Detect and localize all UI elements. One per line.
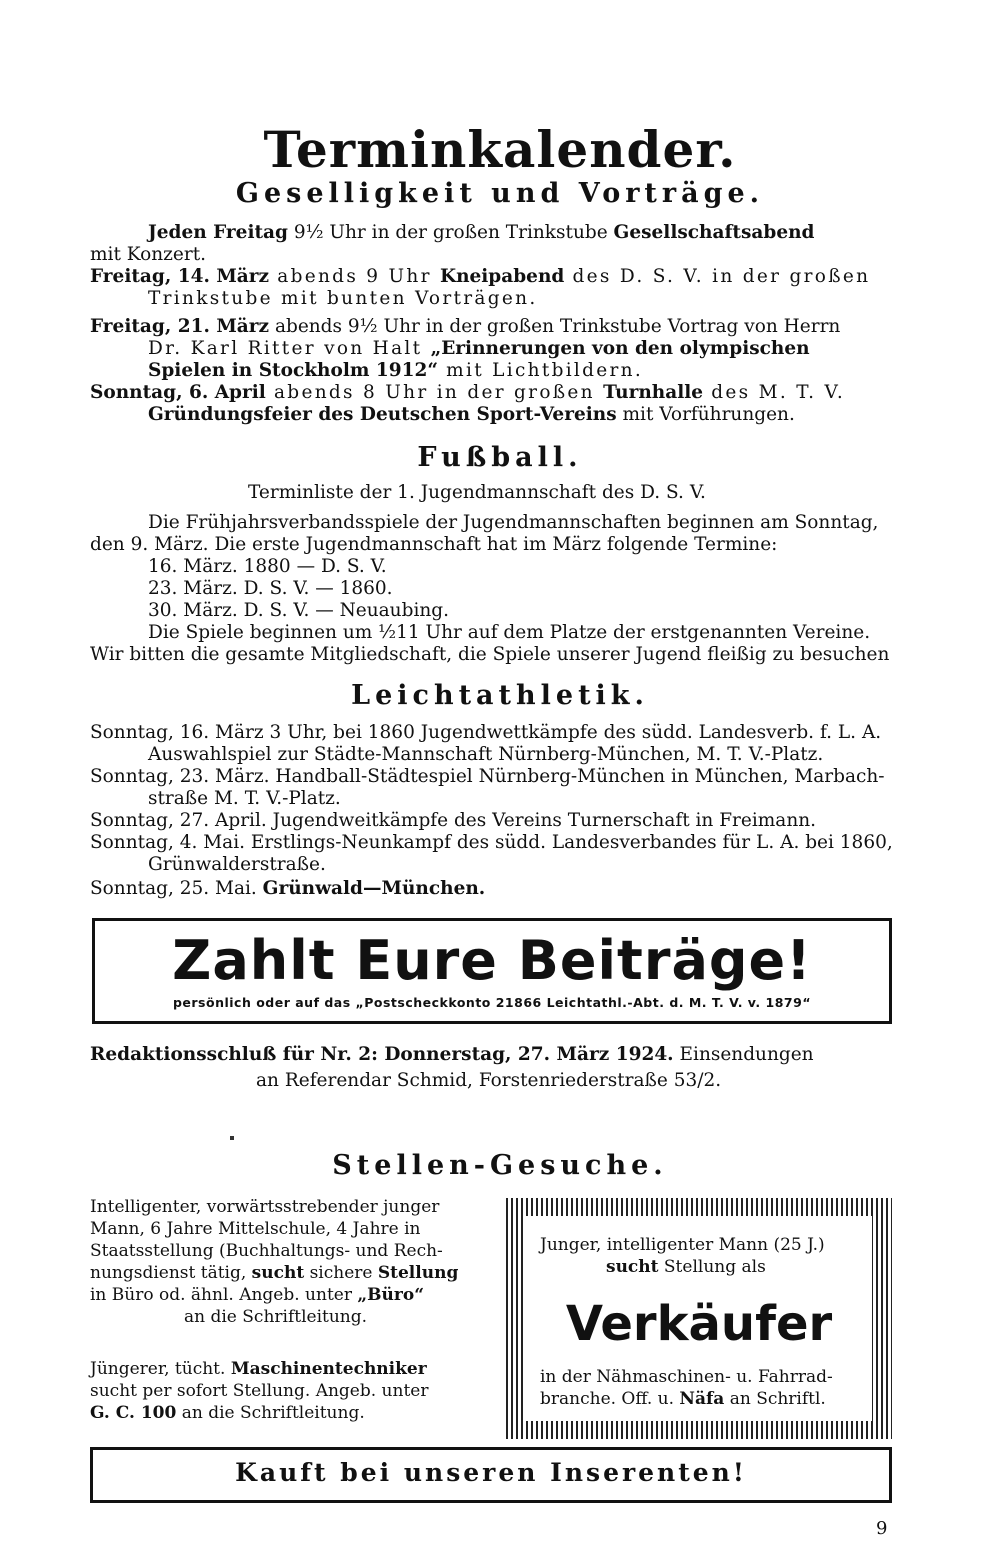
beitraege-banner [92,918,892,1024]
inserenten-banner [90,1447,892,1503]
leichtathletik-line-1: Sonntag, 16. März 3 Uhr, bei 1860 Jugendwettkämpfe des südd. Landesverb. f. L. A. [90,722,882,743]
redaktion-line-1: Redaktionsschluß für Nr. 2: Donnerstag, 27. März 1924. Einsendungen [90,1044,814,1065]
redaktion-line-2: an Referendar Schmid, Forstenriederstraße 53/2. [256,1070,722,1091]
geselligkeit-line-5: Freitag, 21. März abends 9½ Uhr in der großen Trinkstube Vortrag von Herrn [90,316,841,337]
geselligkeit-line-3: Freitag, 14. März abends 9 Uhr Kneipabend des D. S. V. in der großen [90,266,871,287]
stellen-ad1-line-1: Intelligenter, vorwärtsstrebender junger [90,1197,440,1217]
inserenten-text: Kauft bei unseren Inserenten! [235,1458,747,1487]
fussball-line-3: den 9. März. Die erste Jugendmannschaft hat im März folgende Termine: [90,534,778,555]
leichtathletik-line-4: straße M. T. V.-Platz. [148,788,341,809]
leichtathletik-line-8: Sonntag, 25. Mai. Grünwald—München. [90,878,486,899]
fussball-line-7: Die Spiele beginnen um ½11 Uhr auf dem Platze der erstgenannten Vereine. [148,622,871,643]
stellen-ad1-line-4: nungsdienst tätig, sucht sichere Stellung [90,1263,459,1283]
page-title: Terminkalender. [263,120,737,179]
geselligkeit-line-4: Trinkstube mit bunten Vorträgen. [148,288,538,309]
geselligkeit-line-7: Spielen in Stockholm 1912“ mit Lichtbildern. [148,360,644,381]
stellen-ad2-line-1: Jüngerer, tücht. Maschinentechniker [90,1359,427,1379]
verkaeufer-ad-inner [526,1216,872,1421]
section-heading-geselligkeit: Geselligkeit und Vorträge. [235,178,765,209]
stellen-ad1-line-2: Mann, 6 Jahre Mittelschule, 4 Jahre in [90,1219,421,1239]
geselligkeit-line-6: Dr. Karl Ritter von Halt „Erinnerungen von den olympischen [148,338,810,359]
stellen-ad1-line-6: an die Schriftleitung. [184,1307,368,1327]
verkaeufer-ad-line-4: branche. Off. u. Näfa an Schriftl. [540,1389,826,1409]
fussball-line-5: 23. März. D. S. V. — 1860. [148,578,393,599]
geselligkeit-line-8: Sonntag, 6. April abends 8 Uhr in der großen Turnhalle des M. T. V. [90,382,846,403]
verkaeufer-ad-line-3: in der Nähmaschinen- u. Fahrrad- [540,1367,833,1387]
geselligkeit-line-9: Gründungsfeier des Deutschen Sport-Vereins mit Vorführungen. [148,404,795,425]
stellen-ad1-line-5: in Büro od. ähnl. Angeb. unter „Büro“ [90,1285,424,1305]
beitraege-subline: persönlich oder auf das „Postscheckkonto 21866 Leichtathl.-Abt. d. M. T. V. v. 1879“ [172,995,812,1010]
fussball-line-8: Wir bitten die gesamte Mitgliedschaft, die Spiele unserer Jugend fleißig zu besuchen [90,644,890,665]
stellen-ad1-line-3: Staatsstellung (Buchhaltungs- und Rech- [90,1241,443,1261]
leichtathletik-line-2: Auswahlspiel zur Städte-Mannschaft Nürnberg-München, M. T. V.-Platz. [148,744,824,765]
fussball-line-1: Terminliste der 1. Jugendmannschaft des D. S. V. [248,482,706,503]
verkaeufer-ad-line-2: sucht Stellung als [606,1257,766,1277]
fussball-line-2: Die Frühjahrsverbandsspiele der Jugendmannschaften beginnen am Sonntag, [148,512,879,533]
verkaeufer-ad-headline: Verkäufer [565,1296,833,1352]
stellen-ad2-line-2: sucht per sofort Stellung. Angeb. unter [90,1381,429,1401]
verkaeufer-ad-line-1: Junger, intelligenter Mann (25 J.) [540,1235,825,1255]
fussball-line-4: 16. März. 1880 — D. S. V. [148,556,387,577]
leichtathletik-line-6: Sonntag, 4. Mai. Erstlings-Neunkampf des südd. Landesverbandes für L. A. bei 1860, [90,832,893,853]
leichtathletik-line-3: Sonntag, 23. März. Handball-Städtespiel Nürnberg-München in München, Marbach- [90,766,885,787]
section-heading-fussball: Fußball. [417,442,583,473]
geselligkeit-line-1: Jeden Freitag 9½ Uhr in der großen Trinkstube Gesellschaftsabend [148,222,815,243]
section-heading-leichtathletik: Leichtathletik. [351,680,649,711]
fussball-line-6: 30. März. D. S. V. — Neuaubing. [148,600,449,621]
geselligkeit-line-2: mit Konzert. [90,244,207,265]
leichtathletik-line-5: Sonntag, 27. April. Jugendweitkämpfe des Vereins Turnerschaft in Freimann. [90,810,817,831]
stellen-ad2-line-3: G. C. 100 an die Schriftleitung. [90,1403,365,1423]
page-number: 9 [876,1518,888,1539]
verkaeufer-ad-frame [506,1198,892,1439]
leichtathletik-line-7: Grünwalderstraße. [148,854,326,875]
beitraege-headline: Zahlt Eure Beiträge! [172,929,812,992]
divider-dot [230,1136,234,1140]
section-heading-stellen: Stellen-Gesuche. [332,1150,668,1181]
